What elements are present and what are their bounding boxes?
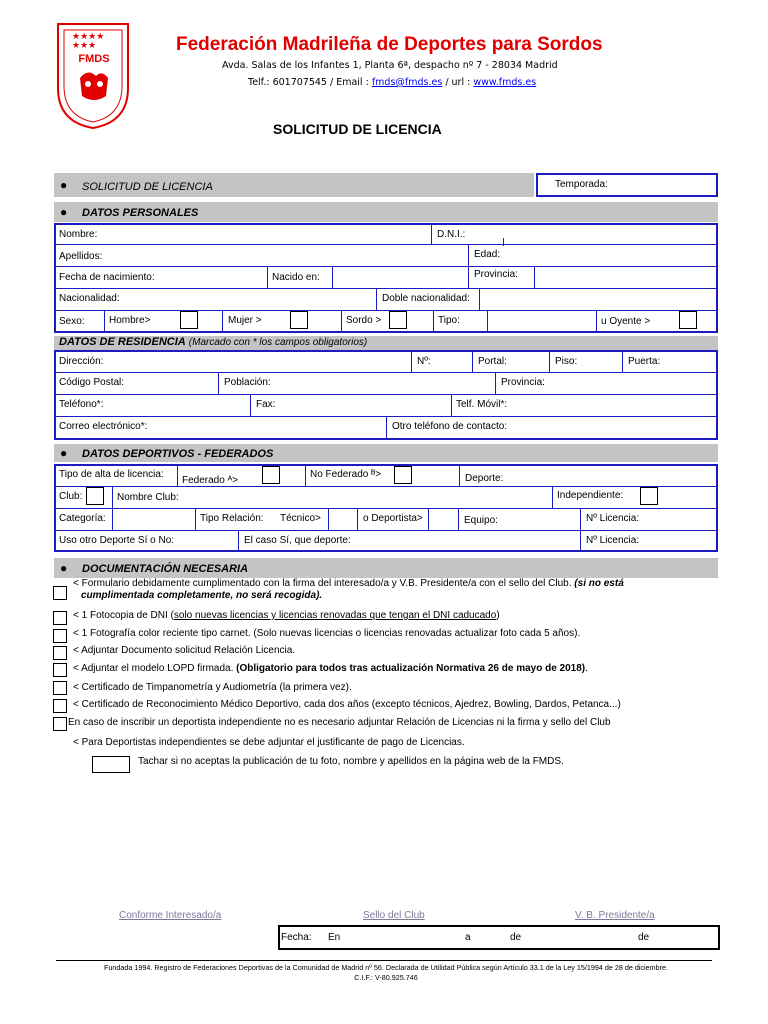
caso-si-label: El caso Sí, que deporte: bbox=[244, 535, 351, 546]
svg-text:★★★: ★★★ bbox=[72, 41, 97, 51]
federation-address: Avda. Salas de los Infantes 1, Planta 6ª, despacho nº 7 - 28034 Madrid bbox=[222, 60, 558, 71]
nacido-en-label: Nacido en: bbox=[272, 272, 320, 283]
sexo-label: Sexo: bbox=[59, 316, 85, 327]
signature-presidente: V. B. Presidente/a bbox=[575, 910, 655, 921]
fecha-box[interactable] bbox=[278, 925, 720, 950]
doc-item-2-pre: < 1 Fotocopia de DNI ( bbox=[73, 610, 174, 621]
nacionalidad-label: Nacionalidad: bbox=[59, 293, 120, 304]
independiente-checkbox[interactable] bbox=[640, 487, 658, 505]
tipo-relacion-label: Tipo Relación: bbox=[200, 513, 264, 524]
doc-item-8: En caso de inscribir un deportista independiente no es necesario adjuntar Relación de Licencias ni la firma y sello del Club bbox=[68, 717, 611, 728]
residencia-heading: DATOS DE RESIDENCIA bbox=[59, 336, 186, 348]
provincia-label: Provincia: bbox=[474, 269, 518, 280]
categoria-label: Categoría: bbox=[59, 513, 106, 524]
signature-sello: Sello del Club bbox=[363, 910, 425, 921]
uso-otro-label: Uso otro Deporte Sí o No: bbox=[59, 535, 175, 546]
footer-line1: Fundada 1994. Registro de Federaciones Deportivas de la Comunidad de Madrid nº 56. Declarada de Utilidad Pública según Artículo 33.1 de la Ley 15/1994 de 28 de diciembre. bbox=[103, 963, 668, 972]
n-licencia2-label: Nº Licencia: bbox=[586, 535, 640, 546]
federation-contact bbox=[248, 77, 536, 88]
deportista-label: o Deportista> bbox=[363, 513, 423, 524]
hombre-label: Hombre> bbox=[109, 315, 151, 326]
temporada-label: Temporada: bbox=[555, 179, 608, 190]
doc-item-1-bold: (si no está bbox=[574, 578, 624, 589]
bullet-icon: ● bbox=[60, 205, 68, 219]
piso-label: Piso: bbox=[555, 356, 578, 367]
puerta-label: Puerta: bbox=[628, 356, 661, 367]
movil-label: Telf. Móvil*: bbox=[456, 399, 508, 410]
tecnico-label: Técnico> bbox=[280, 513, 321, 524]
footer-rule bbox=[56, 960, 712, 961]
doc-checkbox-1[interactable] bbox=[53, 586, 67, 600]
fecha-label: Fecha: bbox=[281, 932, 312, 943]
apellidos-label: Apellidos: bbox=[59, 251, 103, 262]
numero-label: Nº: bbox=[417, 356, 431, 367]
doc-checkbox-6[interactable] bbox=[53, 681, 67, 695]
doc-item-6: < Certificado de Timpanometría y Audiometría (la primera vez). bbox=[73, 682, 352, 693]
federation-title: Federación Madrileña de Deportes para Sordos bbox=[176, 34, 603, 55]
logo-text: FMDS bbox=[78, 53, 110, 65]
residencia-note: (Marcado con * los campos obligatorios) bbox=[188, 337, 368, 348]
nombre-label: Nombre: bbox=[59, 229, 98, 240]
deporte-label: Deporte: bbox=[465, 473, 504, 484]
no-federado-label: No Federado ᴮ> bbox=[310, 469, 382, 480]
provincia-res-label: Provincia: bbox=[501, 377, 545, 388]
personales-heading: DATOS PERSONALES bbox=[82, 207, 199, 219]
doc-item-4: < Adjuntar Documento solicitud Relación Licencia. bbox=[73, 645, 296, 656]
doc-item-1 bbox=[73, 578, 624, 589]
doc-item-5-post: . bbox=[585, 663, 588, 674]
n-licencia-label: Nº Licencia: bbox=[586, 513, 640, 524]
no-federado-checkbox[interactable] bbox=[394, 466, 412, 484]
url-link[interactable]: www.fmds.es bbox=[473, 77, 537, 88]
bullet-icon: ● bbox=[60, 178, 68, 192]
fecha-a: a bbox=[465, 932, 471, 943]
doc-item-1-text: < Formulario debidamente cumplimentado con la firma del interesado/a y V.B. Presidente/a con el sello del Club. bbox=[73, 578, 572, 589]
doc-checkbox-7[interactable] bbox=[53, 699, 67, 713]
tipo-alta-label: Tipo de alta de licencia: bbox=[59, 469, 164, 480]
doc-item-9: < Para Deportistas independientes se debe adjuntar el justificante de pago de Licencias. bbox=[73, 737, 465, 748]
doc-checkbox-4[interactable] bbox=[53, 646, 67, 660]
logo-emblem-icon bbox=[50, 18, 136, 130]
doble-nacionalidad-label: Doble nacionalidad: bbox=[382, 293, 470, 304]
club-label: Club: bbox=[59, 491, 83, 502]
oyente-label: u Oyente > bbox=[601, 316, 651, 327]
hombre-checkbox[interactable] bbox=[180, 311, 198, 329]
independiente-label: Independiente: bbox=[557, 490, 624, 501]
contact-prefix: Telf.: 601707545 / Email : bbox=[248, 77, 372, 88]
fecha-de-2: de bbox=[638, 932, 650, 943]
documentacion-heading: DOCUMENTACIÓN NECESARIA bbox=[82, 563, 249, 575]
codigo-postal-label: Código Postal: bbox=[59, 377, 125, 388]
federado-checkbox[interactable] bbox=[262, 466, 280, 484]
email-link[interactable]: fmds@fmds.es bbox=[371, 77, 443, 88]
doc-item-5-bold: (Obligatorio para todos tras actualización Normativa 26 de mayo de 2018) bbox=[236, 663, 586, 674]
doc-checkbox-3[interactable] bbox=[53, 629, 67, 643]
residencia-heading-wrap bbox=[59, 336, 367, 348]
deportivos-heading: DATOS DEPORTIVOS - FEDERADOS bbox=[82, 448, 274, 460]
mujer-checkbox[interactable] bbox=[290, 311, 308, 329]
svg-text:★★★★: ★★★★ bbox=[72, 32, 105, 42]
doc-item-3: < 1 Fotografía color reciente tipo carnet. (Solo nuevas licencias o licencias renovadas actualizar foto cada 5 años). bbox=[73, 628, 581, 639]
fecha-en: En bbox=[328, 932, 341, 943]
bullet-icon: ● bbox=[60, 561, 68, 575]
doc-checkbox-2[interactable] bbox=[53, 611, 67, 625]
document-title: SOLICITUD DE LICENCIA bbox=[273, 121, 442, 137]
fax-label: Fax: bbox=[256, 399, 276, 410]
telefono-label: Teléfono*: bbox=[59, 399, 104, 410]
doc-checkbox-8[interactable] bbox=[53, 717, 67, 731]
correo-label: Correo electrónico*: bbox=[59, 421, 148, 432]
direccion-label: Dirección: bbox=[59, 356, 104, 367]
footer-line2: C.I.F.: V-80.925.746 bbox=[354, 973, 418, 982]
otro-telefono-label: Otro teléfono de contacto: bbox=[392, 421, 508, 432]
oyente-checkbox[interactable] bbox=[679, 311, 697, 329]
foto-consent-checkbox[interactable] bbox=[92, 756, 130, 773]
signature-interesado: Conforme Interesado/a bbox=[119, 910, 222, 921]
sordo-checkbox[interactable] bbox=[389, 311, 407, 329]
portal-label: Portal: bbox=[478, 356, 507, 367]
doc-item-1-cont: cumplimentada completamente, no será recogida). bbox=[81, 590, 323, 601]
edad-label: Edad: bbox=[474, 249, 501, 260]
doc-item-5 bbox=[73, 663, 588, 674]
doc-checkbox-5[interactable] bbox=[53, 663, 67, 677]
contact-mid: / url : bbox=[442, 77, 474, 88]
fmds-logo bbox=[50, 18, 136, 130]
equipo-label: Equipo: bbox=[464, 515, 498, 526]
doc-item-2 bbox=[73, 610, 500, 621]
doc-item-7: < Certificado de Reconocimiento Médico Deportivo, cada dos años (excepto técnicos, Ajedrez, Bowling, Dardos, Petanca...) bbox=[73, 699, 621, 710]
federado-label: Federado ᴬ> bbox=[182, 475, 238, 486]
solicitud-heading: SOLICITUD DE LICENCIA bbox=[82, 181, 213, 193]
poblacion-label: Población: bbox=[224, 377, 271, 388]
sordo-label: Sordo > bbox=[346, 315, 382, 326]
mujer-label: Mujer > bbox=[228, 315, 262, 326]
doc-item-2-under: solo nuevas licencias y licencias renovadas que tengan el DNI caducado bbox=[173, 610, 497, 621]
doc-item-5-pre: < Adjuntar el modelo LOPD firmada. bbox=[73, 663, 237, 674]
doc-item-2-post: ) bbox=[496, 610, 500, 621]
nombre-club-label: Nombre Club: bbox=[117, 492, 179, 503]
fecha-de-1: de bbox=[510, 932, 522, 943]
tipo-label: Tipo: bbox=[438, 315, 460, 326]
bullet-icon: ● bbox=[60, 446, 68, 460]
foto-consent-label: Tachar si no aceptas la publicación de tu foto, nombre y apellidos en la página web de la FMDS. bbox=[138, 756, 564, 767]
dni-label: D.N.I.: bbox=[437, 229, 466, 240]
club-checkbox[interactable] bbox=[86, 487, 104, 505]
fecha-nacimiento-label: Fecha de nacimiento: bbox=[59, 272, 155, 283]
